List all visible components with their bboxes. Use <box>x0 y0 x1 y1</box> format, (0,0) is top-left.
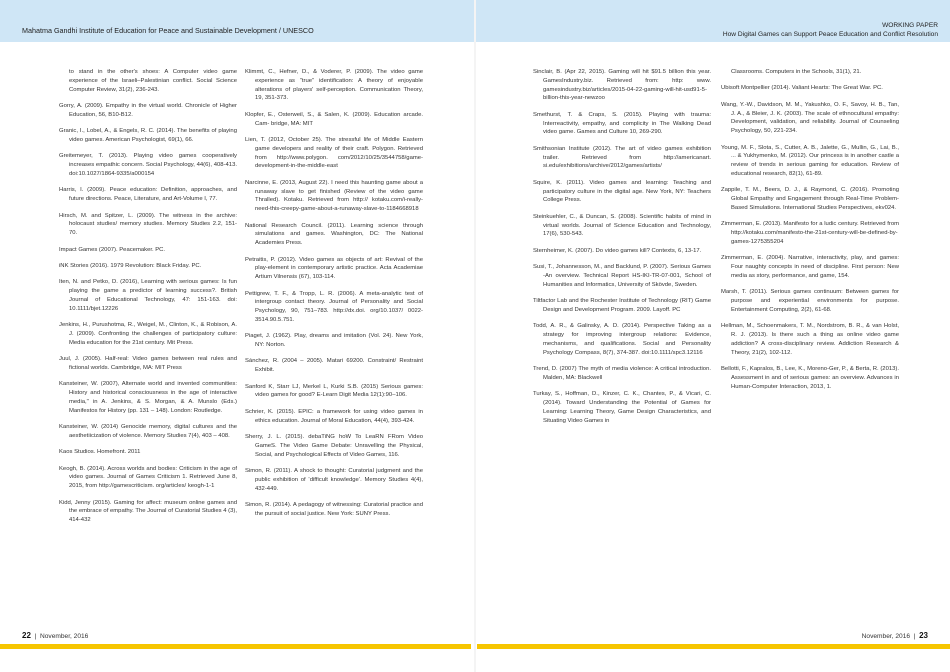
references-column-3 <box>533 68 711 433</box>
reference-entry: Marsh, T. (2011). Serious games continuum: Between games for purpose and experiential environments for purpose. Entertainment Computing, 2(2), 61-68. <box>721 289 899 313</box>
reference-entry: Ubisoft Montpellier (2014). Valiant Hearts: The Great War. PC. <box>721 85 883 92</box>
reference-entry: Klimmt, C., Hefner, D., & Voderer, P. (2009). The video game experience as “true” identification: A theory of enjoyable alterations of players' self-perception. Communication Theory, 19, 351-373. <box>245 69 423 102</box>
reference-entry: Sanford K, Starr LJ, Merkel L, Kurki S.B. (2015) Serious games: video games for good? E-Learn Digit Media 12(1):90–106. <box>245 383 423 399</box>
reference-entry: Impact Games (2007). Peacemaker. PC. <box>59 246 166 253</box>
reference-entry: Wang, Y.-W., Davidson, M. M., Yakushko, O. F., Savoy, H. B., Tan, J. A., & Bleier, J. K. (2003). The scale of ethnocultural empathy: Development, validation, and reliability. Journal of Counseling Psychology, 50, 221-234. <box>721 101 899 135</box>
reference-entry: National Research Council. (2011). Learning science through simulations and games. Washington, DC: The National Academies Press. <box>245 222 423 247</box>
reference-entry: Hirsch, M. and Spitzer, L. (2009). The witness in the archive: holocaust studies/ memory studies. Memory Studies 2.2, 151-70. <box>59 212 237 237</box>
reference-entry: Sherry, J. L. (2015). debaTiNG hoW To LeaRN FRom Video GameS. The Video Game Debate: Unravelling the Physical, Social, and Psychological Effects of Video Games, 116. <box>245 434 423 458</box>
reference-entry: Squire, K. (2011). Video games and learning: Teaching and participatory culture in the digital age. New York, NY: Teachers College Press. <box>533 179 711 204</box>
reference-entry: Narcinne, E. (2013, August 22). I need this haunting game about a runaway slave to get finished (Review of the video game Thralled). Kotaku. Retrieved from http:// kotaku.com/i-really-need-this-creepy-game-about-a-runaway-slave-to-1184668918 <box>245 179 423 213</box>
reference-entry: Simon, R. (2014). A pedagogy of witnessing: Curatorial practice and the pursuit of social justice. New York: SUNY Press. <box>245 502 423 517</box>
reference-entry: Todd, A. R., & Galinsky, A. D. (2014). Perspective Taking as a strategy for improving intergroup relations: Evidence, mechanisms, and qualifications. Social and Personality Psychology Compass, 8(7), 374-387. doi:10.1111/spc3.12116 <box>533 323 711 356</box>
page-number-right: 23 <box>919 631 928 640</box>
reference-entry: Lien, T. (2012, October 25). The stressful life of Middle Eastern game developers and reality of their craft. Polygon. Retrieved from http://www.polygon. com/2012/10/25/3544758/game-development-in-the-middle-east <box>245 136 423 170</box>
reference-entry: Piaget, J. (1962). Play, dreams and imitation (Vol. 24). New York, NY: Norton. <box>245 333 423 349</box>
reference-entry: iNK Stories (2016). 1979 Revolution: Black Friday. PC. <box>59 262 202 269</box>
reference-entry: Simon, R. (2011). A shock to thought: Curatorial judgment and the public exhibition of ‘difficult knowledge’. Memory Studies 4(4), 432-449. <box>245 468 423 492</box>
reference-entry: Gorry, A. (2009). Empathy in the virtual world. Chronicle of Higher Education, 56, B10-B12. <box>59 102 237 118</box>
header-paper-title: How Digital Games can Support Peace Education and Conflict Resolution <box>722 31 938 38</box>
reference-entry: Schrier, K. (2015). EPIC: a framework for using video games in ethics education. Journal of Moral Education, 44(4), 393-424. <box>245 408 423 424</box>
page-spine <box>474 0 476 672</box>
footer-right <box>862 631 928 640</box>
reference-entry: Granic, I., Lobel, A., & Engels, R. C. (2014). The benefits of playing video games. American Psychologist, 69(1), 66. <box>59 128 237 143</box>
reference-entry: Jenkins, H., Purushotma, R., Weigel, M., Clinton, K., & Robison, A. J. (2009). Confronting the challenges of participatory culture: Media education for the 21st century. Mit Press. <box>59 322 237 346</box>
reference-entry: Sternheimer, K. (2007). Do video games kill? Contexts, 6, 13-17. <box>533 247 702 254</box>
reference-entry: Kansteiner, W. (2014) Genocide memory, digital cultures and the aesthetiicization of violence. Memory Studies 7(4), 403 – 408. <box>59 424 237 439</box>
header-working-paper <box>723 21 938 39</box>
reference-entry: Classrooms. Computers in the Schools, 31(1), 21. <box>731 69 862 75</box>
reference-entry: Kidd, Jenny (2015). Gaming for affect: museum online games and the embrace of empathy. The Journal of Curatorial Studies 4 (3), 414-432 <box>59 499 237 524</box>
references-column-2 <box>245 68 423 526</box>
page-number-left: 22 <box>22 631 31 640</box>
reference-entry: Turkay, S., Hoffman, D., Kinzer, C. K., Chantes, P., & Vicari, C. (2014). Toward Understanding the Potential of Games for Learning: Learning Theory, Game Design Characteristics, and Situating Video Games in <box>533 391 711 424</box>
header-working-paper-label: WORKING PAPER <box>882 22 938 29</box>
reference-entry: Susi, T., Johannesson, M., and Backlund, P. (2007). Serious Games -An overview. Technical Report HS-IKI-TR-07-001, School of Humanities and Informatics, University of Skövde, Sweden. <box>533 264 711 288</box>
reference-entry: Petraitis, P. (2012). Video games as objects of art: Revival of the play-element in contemporary artistic practice. Acta Academiae Artium Vilnensis (67), 103-114. <box>245 256 423 281</box>
footer-accent-bar-left <box>0 644 471 649</box>
reference-entry: Hellman, M., Schoenmakers, T. M., Nordstrom, B. R., & van Holst, R. J. (2013). Is there such a thing as online video game addiction? A cross-disciplinary review. Addiction Research & Theory, 21(2), 102-112. <box>721 323 899 356</box>
reference-entry: to stand in the other's shoes: A Computer video game experience of the Israeli–Palestinian conflict. Social Science Computer Review, 31(2), 236-243. <box>69 69 237 93</box>
reference-entry: Tiltfactor Lab and the Rochester Institute of Technology (RIT) Game Design and Development Program. 2009. Layoff. PC <box>533 298 711 313</box>
footer-date-right: November, 2016 <box>861 633 911 640</box>
reference-entry: Sánchez, R. (2004 – 2005). Matari 69200. Constraint/ Restraint Exhibit. <box>245 358 423 374</box>
reference-entry: Bellotti, F., Kapralos, B., Lee, K., Moreno-Ger, P., & Berta, R. (2013). Assessment in and of serious games: an overview. Advances in Human-Computer Interaction, 2013, 1. <box>721 366 899 390</box>
reference-entry: Zimmerman, E. (2004). Narrative, interactivity, play, and games: Four naughty concepts in need of discipline. First person: New media as story, performance, and game, 154. <box>721 255 899 279</box>
reference-entry: Pettigrew, T. F., & Tropp, L. R. (2006). A meta-analytic test of intergroup contact theory. Journal of Personality and Social Psychology, 90, 751–783. http://dx.doi. org/10.1037/ 0022-3514.90.5.751. <box>245 290 423 323</box>
reference-entry: Iten, N. and Petko, D. (2016), Learning with serious games: Is fun playing the game a predictor of learning success?. British Journal of Educational Technology, 47: 151-163. doi: 10.1111/bjet.12226 <box>59 279 237 312</box>
reference-entry: Kaos Studios. Homefront. 2011 <box>59 449 141 456</box>
references-column-4 <box>721 68 899 399</box>
reference-entry: Zimmerman, E. (2013). Manifesto for a ludic century. Retrieved from http://kotaku.com/manifesto-the-21st-century-will-be-defined-by-games-1275355204 <box>721 221 899 245</box>
header-institute: Mahatma Gandhi Institute of Education for Peace and Sustainable Development / UNESCO <box>22 26 314 35</box>
reference-entry: Harris, I. (2009). Peace education: Definition, approaches, and future directions. Peace, Literature, and Art-Volume I, 77. <box>59 187 237 203</box>
reference-entry: Smithsonian Institute (2012). The art of video games exhibition trailer. Retrieved from http://americanart. si.edu/exhibitions/archive/2012/games/artists/ <box>533 145 711 170</box>
footer-separator-left: | <box>34 633 37 640</box>
footer-left <box>22 631 88 640</box>
footer-date-left: November, 2016 <box>39 633 89 640</box>
reference-entry: Greitemeyer, T. (2013). Playing video games cooperatively increases empathic concern. Social Psychology, 44(6), 408-413. doi:10.1027/1864-9335/a000154 <box>59 153 237 177</box>
footer-accent-bar-right <box>477 644 950 649</box>
reference-entry: Klopfer, E., Osterweil, S., & Salen, K. (2009). Education arcade. Cam- bridge, MA: MIT <box>245 111 423 127</box>
reference-entry: Keogh, B. (2014). Across worlds and bodies: Criticism in the age of video games. Journal of Games Criticism 1. Retrieved June 8, 2015, from http://gamescriticism. org/articles/ keogh-1-1 <box>59 465 237 490</box>
reference-entry: Juul, J. (2005). Half-real: Video games between real rules and fictional worlds. Cambridge, MA: MIT Press <box>59 356 237 371</box>
reference-entry: Kansteiner, W. (2007), Alternate world and invented communities: History and historical consciousness in the age of interactive media," in A. Jenkins, & S. Morgan, & A. Munslo (Eds.) Manifestos for History (pp. 131 – 148). London: Routledge. <box>59 381 237 414</box>
reference-entry: Steinkuehler, C., & Duncan, S. (2008). Scientific habits of mind in virtual worlds. Journal of Science Education and Technology, 17(6), 530-543. <box>533 213 711 238</box>
reference-entry: Zappile, T. M., Beers, D. J., & Raymond, C. (2016). Promoting Global Empathy and Engagement through Real-Time Problem-Based Simulations. International Studies Perspectives, ekv024. <box>721 187 899 211</box>
reference-entry: Sinclair, B. (Apr 22, 2015). Gaming will hit $91.5 billion this year. GamesIndustry.biz. Retrieved from: http: www. gamesindustry.biz/articles/2015-04-22-gaming-will-hit-usd91-5-billion-this-year-newzoo <box>533 69 711 102</box>
references-column-1 <box>59 68 237 533</box>
reference-entry: Smethurst, T. & Craps, S. (2015). Playing with trauma: Interreactivity, empathy, and complicity in The Walking Dead video game. Games and Culture 10, 269-290. <box>533 111 711 136</box>
reference-entry: Young, M. F., Slota, S., Cutter, A. B., Jalette, G., Mullin, G., Lai, B., ... & Yukhymenko, M. (2012). Our princess is in another castle a review of trends in serious gaming for education. Review of educational research, 82(1), 61-89. <box>721 144 899 177</box>
footer-separator-right: | <box>913 633 916 640</box>
reference-entry: Trend, D. (2007) The myth of media violence: A critical introduction. Malden, MA: Blackwell <box>533 366 711 381</box>
